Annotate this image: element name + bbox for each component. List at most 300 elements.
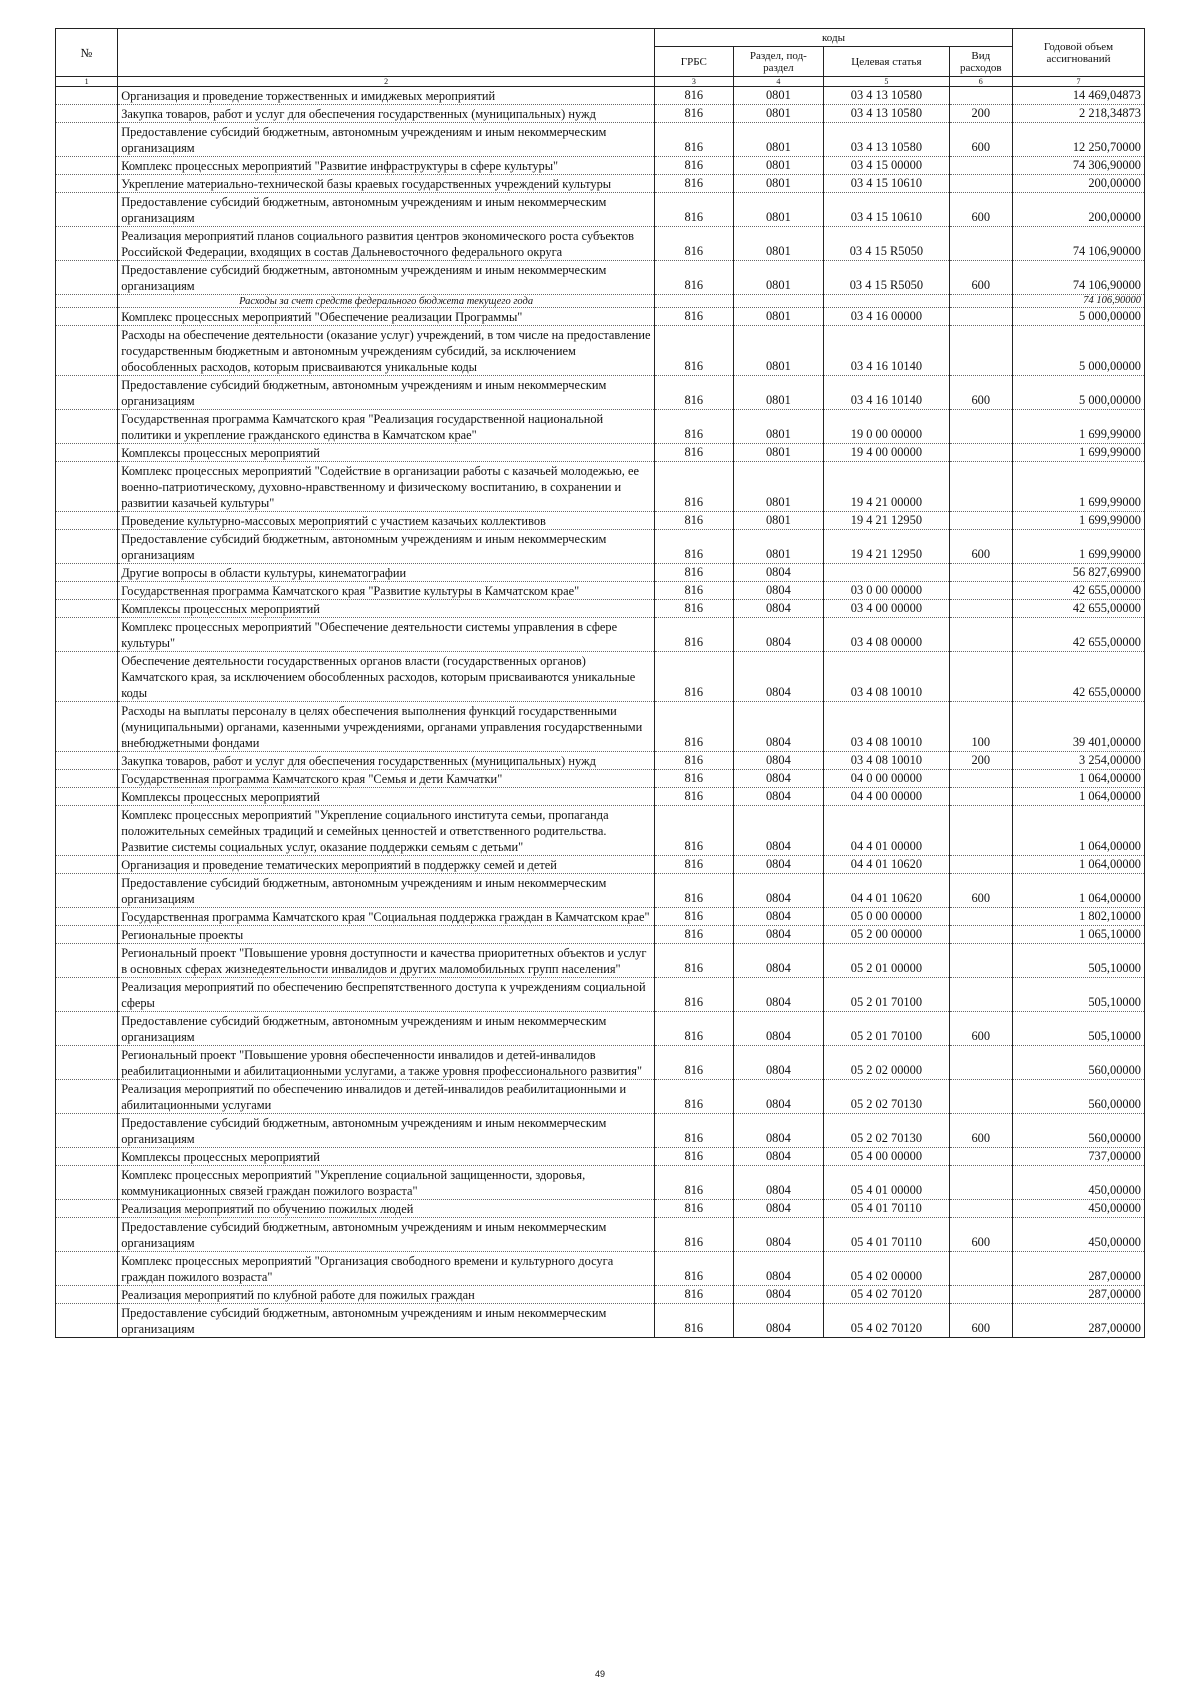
- row-section: 0804: [733, 618, 824, 652]
- table-row: [56, 227, 1145, 261]
- row-expense-type: [949, 856, 1012, 874]
- row-amount: 74 306,90000: [1012, 157, 1144, 175]
- table-row: [56, 770, 1145, 788]
- row-grbs: 816: [655, 157, 734, 175]
- row-expense-type: 100: [949, 702, 1012, 752]
- row-name: Предоставление субсидий бюджетным, автономным учреждениям и иным некоммерческим организациям: [118, 261, 655, 295]
- table-row: [56, 908, 1145, 926]
- row-number-cell: [56, 702, 118, 752]
- table-row: [56, 105, 1145, 123]
- col-number-1: 1: [56, 77, 118, 87]
- row-target-article: 03 4 16 10140: [824, 376, 949, 410]
- row-grbs: 816: [655, 530, 734, 564]
- row-section: 0804: [733, 652, 824, 702]
- row-grbs: 816: [655, 582, 734, 600]
- row-number-cell: [56, 618, 118, 652]
- row-grbs: 816: [655, 87, 734, 105]
- row-number-cell: [56, 157, 118, 175]
- row-amount: 1 064,00000: [1012, 788, 1144, 806]
- row-amount: 1 699,99000: [1012, 512, 1144, 530]
- budget-table-sheet: [55, 28, 1145, 1338]
- row-section: 0801: [733, 175, 824, 193]
- row-name: Реализация мероприятий по обучению пожилых людей: [118, 1200, 655, 1218]
- row-section: 0804: [733, 874, 824, 908]
- row-target-article: 03 4 08 10010: [824, 702, 949, 752]
- row-expense-type: [949, 978, 1012, 1012]
- row-amount: 560,00000: [1012, 1046, 1144, 1080]
- row-grbs: 816: [655, 462, 734, 512]
- row-expense-type: [949, 788, 1012, 806]
- table-row: [56, 1046, 1145, 1080]
- row-amount: 42 655,00000: [1012, 618, 1144, 652]
- row-amount: 450,00000: [1012, 1200, 1144, 1218]
- table-row: [56, 752, 1145, 770]
- row-target-article: 19 4 21 12950: [824, 530, 949, 564]
- row-section: 0801: [733, 376, 824, 410]
- row-grbs: 816: [655, 652, 734, 702]
- row-number-cell: [56, 564, 118, 582]
- row-grbs: 816: [655, 944, 734, 978]
- row-section: 0804: [733, 788, 824, 806]
- row-name: Комплекс процессных мероприятий "Содействие в организации работы с казачьей молодежью, ее военно-патриотическому, духовно-нравственному и физическому воспитанию, в сохранении и развитии казачьей культуры": [118, 462, 655, 512]
- row-amount: 505,10000: [1012, 1012, 1144, 1046]
- row-name: Комплекс процессных мероприятий "Обеспечение деятельности системы управления в сфере культуры": [118, 618, 655, 652]
- row-section: 0801: [733, 308, 824, 326]
- row-target-article: 05 2 01 70100: [824, 978, 949, 1012]
- row-amount: 1 064,00000: [1012, 856, 1144, 874]
- table-row: [56, 1252, 1145, 1286]
- row-number-cell: [56, 788, 118, 806]
- row-target-article: 04 4 01 10620: [824, 874, 949, 908]
- row-amount: 1 065,10000: [1012, 926, 1144, 944]
- col-number-6: 6: [949, 77, 1012, 87]
- budget-table: [55, 28, 1145, 1338]
- col-number-4: 4: [733, 77, 824, 87]
- header-grbs: ГРБС: [655, 47, 734, 77]
- table-row: [56, 123, 1145, 157]
- row-expense-type: [949, 1046, 1012, 1080]
- row-name: Предоставление субсидий бюджетным, автономным учреждениям и иным некоммерческим организациям: [118, 1304, 655, 1338]
- row-name: Государственная программа Камчатского края "Социальная поддержка граждан в Камчатском крае": [118, 908, 655, 926]
- row-grbs: 816: [655, 326, 734, 376]
- row-name: Расходы на обеспечение деятельности (оказание услуг) учреждений, в том числе на предоставление государственным бюджетным и автономным учреждениям субсидий, за исключением обособленных расходов, которым присваиваются уникальные коды: [118, 326, 655, 376]
- row-target-article: 05 4 00 00000: [824, 1148, 949, 1166]
- table-row: [56, 1148, 1145, 1166]
- row-expense-type: 600: [949, 1114, 1012, 1148]
- row-expense-type: 600: [949, 123, 1012, 157]
- row-grbs: 816: [655, 806, 734, 856]
- row-amount: 74 106,90000: [1012, 261, 1144, 295]
- row-amount: 56 827,69900: [1012, 564, 1144, 582]
- row-target-article: 05 2 01 70100: [824, 1012, 949, 1046]
- row-amount: 42 655,00000: [1012, 600, 1144, 618]
- row-grbs: 816: [655, 1166, 734, 1200]
- row-target-article: 03 4 15 R5050: [824, 227, 949, 261]
- row-grbs: 816: [655, 1080, 734, 1114]
- row-number-cell: [56, 908, 118, 926]
- row-grbs: 816: [655, 123, 734, 157]
- row-name: Закупка товаров, работ и услуг для обеспечения государственных (муниципальных) нужд: [118, 105, 655, 123]
- row-expense-type: [949, 1166, 1012, 1200]
- row-amount: 505,10000: [1012, 944, 1144, 978]
- row-target-article: 03 4 08 00000: [824, 618, 949, 652]
- row-name: Комплекс процессных мероприятий "Укрепление социального института семьи, пропаганда положительных семейных традиций и семейных ценностей и ответственного родительства. Развитие системы социальных услуг, оказание поддержки семьям с детьми": [118, 806, 655, 856]
- row-target-article: 05 2 02 70130: [824, 1080, 949, 1114]
- row-amount: 1 699,99000: [1012, 530, 1144, 564]
- table-row: [56, 944, 1145, 978]
- row-grbs: 816: [655, 788, 734, 806]
- row-name: Комплекс процессных мероприятий "Организация свободного времени и культурного досуга граждан пожилого возраста": [118, 1252, 655, 1286]
- row-number-cell: [56, 410, 118, 444]
- row-name: Комплекс процессных мероприятий "Укрепление социальной защищенности, здоровья, коммуникационных связей граждан пожилого возраста": [118, 1166, 655, 1200]
- row-grbs: 816: [655, 105, 734, 123]
- row-number-cell: [56, 376, 118, 410]
- row-name: Предоставление субсидий бюджетным, автономным учреждениям и иным некоммерческим организациям: [118, 376, 655, 410]
- table-row: [56, 308, 1145, 326]
- table-row: [56, 261, 1145, 295]
- row-expense-type: [949, 600, 1012, 618]
- header-expense-type: Вид расходов: [949, 47, 1012, 77]
- row-number-cell: [56, 1080, 118, 1114]
- row-name: Комплексы процессных мероприятий: [118, 1148, 655, 1166]
- row-target-article: 19 4 21 00000: [824, 462, 949, 512]
- row-target-article: 05 4 01 70110: [824, 1200, 949, 1218]
- row-number-cell: [56, 193, 118, 227]
- row-number-cell: [56, 1166, 118, 1200]
- row-number-cell: [56, 512, 118, 530]
- row-name: Предоставление субсидий бюджетным, автономным учреждениям и иным некоммерческим организациям: [118, 1114, 655, 1148]
- row-number-cell: [56, 1148, 118, 1166]
- table-row: [56, 1286, 1145, 1304]
- row-grbs: 816: [655, 618, 734, 652]
- row-amount: 1 064,00000: [1012, 874, 1144, 908]
- row-expense-type: [949, 1200, 1012, 1218]
- row-target-article: 05 4 01 70110: [824, 1218, 949, 1252]
- row-section: 0801: [733, 157, 824, 175]
- table-row: [56, 652, 1145, 702]
- row-grbs: 816: [655, 752, 734, 770]
- row-name: Государственная программа Камчатского края "Семья и дети Камчатки": [118, 770, 655, 788]
- row-amount: 5 000,00000: [1012, 308, 1144, 326]
- table-row: [56, 1166, 1145, 1200]
- row-name: Комплексы процессных мероприятий: [118, 444, 655, 462]
- row-amount: 14 469,04873: [1012, 87, 1144, 105]
- row-name: Региональные проекты: [118, 926, 655, 944]
- row-amount: 560,00000: [1012, 1114, 1144, 1148]
- row-section: 0804: [733, 806, 824, 856]
- row-amount: 200,00000: [1012, 193, 1144, 227]
- table-row: [56, 295, 1145, 308]
- row-target-article: 03 4 16 10140: [824, 326, 949, 376]
- row-name: Региональный проект "Повышение уровня обеспеченности инвалидов и детей-инвалидов реабилитационными и абилитационными услугами, а также уровня профессионального развития": [118, 1046, 655, 1080]
- row-grbs: 816: [655, 1304, 734, 1338]
- row-target-article: 05 4 01 00000: [824, 1166, 949, 1200]
- row-name: Комплексы процессных мероприятий: [118, 600, 655, 618]
- row-expense-type: [949, 652, 1012, 702]
- row-expense-type: [949, 926, 1012, 944]
- row-number-cell: [56, 600, 118, 618]
- table-row: [56, 1114, 1145, 1148]
- row-section: 0804: [733, 1252, 824, 1286]
- row-expense-type: [949, 444, 1012, 462]
- row-name: Организация и проведение торжественных и имиджевых мероприятий: [118, 87, 655, 105]
- row-number-cell: [56, 806, 118, 856]
- row-target-article: 03 0 00 00000: [824, 582, 949, 600]
- row-expense-type: [949, 944, 1012, 978]
- row-target-article: [824, 295, 949, 308]
- row-expense-type: [949, 1252, 1012, 1286]
- row-expense-type: [949, 1286, 1012, 1304]
- table-row: [56, 978, 1145, 1012]
- row-name: Реализация мероприятий по обеспечению инвалидов и детей-инвалидов реабилитационными и абилитационными услугами: [118, 1080, 655, 1114]
- row-expense-type: [949, 618, 1012, 652]
- row-target-article: 03 4 13 10580: [824, 123, 949, 157]
- row-expense-type: 600: [949, 1304, 1012, 1338]
- header-codes: коды: [655, 29, 1013, 47]
- row-grbs: 816: [655, 1218, 734, 1252]
- col-number-5: 5: [824, 77, 949, 87]
- row-amount: 737,00000: [1012, 1148, 1144, 1166]
- row-amount: 74 106,90000: [1012, 227, 1144, 261]
- row-section: 0801: [733, 87, 824, 105]
- row-amount: 2 218,34873: [1012, 105, 1144, 123]
- row-amount: 287,00000: [1012, 1286, 1144, 1304]
- row-target-article: 19 4 00 00000: [824, 444, 949, 462]
- table-row: [56, 806, 1145, 856]
- row-number-cell: [56, 87, 118, 105]
- table-row: [56, 856, 1145, 874]
- row-expense-type: [949, 410, 1012, 444]
- row-amount: 287,00000: [1012, 1252, 1144, 1286]
- table-row: [56, 564, 1145, 582]
- row-target-article: 04 4 00 00000: [824, 788, 949, 806]
- row-number-cell: [56, 944, 118, 978]
- row-target-article: 03 4 15 00000: [824, 157, 949, 175]
- row-grbs: [655, 295, 734, 308]
- row-name: Укрепление материально-технической базы краевых государственных учреждений культуры: [118, 175, 655, 193]
- row-amount: 42 655,00000: [1012, 582, 1144, 600]
- col-number-2: 2: [118, 77, 655, 87]
- row-expense-type: [949, 295, 1012, 308]
- row-section: 0801: [733, 105, 824, 123]
- row-grbs: 816: [655, 926, 734, 944]
- row-name: Предоставление субсидий бюджетным, автономным учреждениям и иным некоммерческим организациям: [118, 1012, 655, 1046]
- row-target-article: 04 0 00 00000: [824, 770, 949, 788]
- row-target-article: 03 4 00 00000: [824, 600, 949, 618]
- row-target-article: 05 4 02 70120: [824, 1286, 949, 1304]
- row-name: Расходы на выплаты персоналу в целях обеспечения выполнения функций государственными (муниципальными) органами, казенными учреждениями, органами управления государственными внебюджетными фондами: [118, 702, 655, 752]
- row-target-article: 05 2 02 70130: [824, 1114, 949, 1148]
- table-row: [56, 410, 1145, 444]
- table-row: [56, 530, 1145, 564]
- row-expense-type: [949, 1080, 1012, 1114]
- row-grbs: 816: [655, 1252, 734, 1286]
- row-name: Реализация мероприятий по клубной работе для пожилых граждан: [118, 1286, 655, 1304]
- table-row: [56, 618, 1145, 652]
- row-amount: 12 250,70000: [1012, 123, 1144, 157]
- row-section: 0801: [733, 462, 824, 512]
- header-name-blank: [118, 29, 655, 77]
- row-grbs: 816: [655, 874, 734, 908]
- row-amount: 1 802,10000: [1012, 908, 1144, 926]
- row-number-cell: [56, 105, 118, 123]
- row-name: Предоставление субсидий бюджетным, автономным учреждениям и иным некоммерческим организациям: [118, 1218, 655, 1252]
- row-number-cell: [56, 582, 118, 600]
- row-target-article: 05 2 00 00000: [824, 926, 949, 944]
- row-number-cell: [56, 1304, 118, 1338]
- table-row: [56, 326, 1145, 376]
- row-amount: 505,10000: [1012, 978, 1144, 1012]
- row-name: Комплекс процессных мероприятий "Развитие инфраструктуры в сфере культуры": [118, 157, 655, 175]
- row-amount: 39 401,00000: [1012, 702, 1144, 752]
- row-expense-type: [949, 770, 1012, 788]
- row-amount: 5 000,00000: [1012, 326, 1144, 376]
- row-amount: 450,00000: [1012, 1218, 1144, 1252]
- row-expense-type: 200: [949, 105, 1012, 123]
- row-name: Проведение культурно-массовых мероприятий с участием казачьих коллективов: [118, 512, 655, 530]
- row-section: 0804: [733, 926, 824, 944]
- row-grbs: 816: [655, 1148, 734, 1166]
- row-target-article: 19 4 21 12950: [824, 512, 949, 530]
- row-grbs: 816: [655, 410, 734, 444]
- row-expense-type: [949, 326, 1012, 376]
- row-number-cell: [56, 1252, 118, 1286]
- page-number: 49: [594, 1669, 605, 1679]
- table-row: [56, 87, 1145, 105]
- row-grbs: 816: [655, 564, 734, 582]
- row-section: 0804: [733, 1166, 824, 1200]
- row-number-cell: [56, 1114, 118, 1148]
- row-amount: 74 106,90000: [1012, 295, 1144, 308]
- table-row: [56, 193, 1145, 227]
- header-annual-volume: Годовой объем ассигнований: [1012, 29, 1144, 77]
- table-row: [56, 788, 1145, 806]
- row-grbs: 816: [655, 770, 734, 788]
- row-expense-type: 600: [949, 193, 1012, 227]
- header-section: Раздел, под-раздел: [733, 47, 824, 77]
- table-row: [56, 702, 1145, 752]
- row-grbs: 816: [655, 376, 734, 410]
- row-expense-type: [949, 1148, 1012, 1166]
- row-expense-type: [949, 582, 1012, 600]
- row-section: 0804: [733, 1080, 824, 1114]
- row-number-cell: [56, 1200, 118, 1218]
- col-number-7: 7: [1012, 77, 1144, 87]
- table-row: [56, 1218, 1145, 1252]
- row-target-article: 03 4 13 10580: [824, 87, 949, 105]
- table-row: [56, 926, 1145, 944]
- table-row: [56, 444, 1145, 462]
- row-grbs: 816: [655, 261, 734, 295]
- row-name: Региональный проект "Повышение уровня доступности и качества приоритетных объектов и услуг в основных сферах жизнедеятельности инвалидов и других маломобильных групп населения": [118, 944, 655, 978]
- row-amount: 287,00000: [1012, 1304, 1144, 1338]
- row-expense-type: [949, 806, 1012, 856]
- row-section: 0804: [733, 1148, 824, 1166]
- row-section: 0801: [733, 261, 824, 295]
- row-section: 0804: [733, 1286, 824, 1304]
- table-row: [56, 462, 1145, 512]
- table-row: [56, 1080, 1145, 1114]
- row-number-cell: [56, 1218, 118, 1252]
- row-amount: 42 655,00000: [1012, 652, 1144, 702]
- row-grbs: 816: [655, 702, 734, 752]
- row-number-cell: [56, 1046, 118, 1080]
- row-expense-type: [949, 87, 1012, 105]
- row-section: 0801: [733, 410, 824, 444]
- row-section: 0804: [733, 944, 824, 978]
- row-target-article: 03 4 15 R5050: [824, 261, 949, 295]
- row-grbs: 816: [655, 175, 734, 193]
- row-section: 0804: [733, 600, 824, 618]
- row-number-cell: [56, 295, 118, 308]
- row-section: 0804: [733, 1304, 824, 1338]
- row-grbs: 816: [655, 1200, 734, 1218]
- row-amount: 5 000,00000: [1012, 376, 1144, 410]
- row-name: Комплекс процессных мероприятий "Обеспечение реализации Программы": [118, 308, 655, 326]
- row-grbs: 816: [655, 1012, 734, 1046]
- row-section: 0804: [733, 856, 824, 874]
- row-grbs: 816: [655, 1114, 734, 1148]
- row-number-cell: [56, 752, 118, 770]
- row-expense-type: [949, 908, 1012, 926]
- row-grbs: 816: [655, 444, 734, 462]
- table-row: [56, 600, 1145, 618]
- row-grbs: 816: [655, 227, 734, 261]
- row-section: 0804: [733, 1218, 824, 1252]
- row-section: 0801: [733, 123, 824, 157]
- row-section: 0801: [733, 530, 824, 564]
- row-number-cell: [56, 926, 118, 944]
- row-section: 0804: [733, 582, 824, 600]
- row-amount: 1 064,00000: [1012, 770, 1144, 788]
- row-section: 0801: [733, 512, 824, 530]
- row-grbs: 816: [655, 1046, 734, 1080]
- row-target-article: [824, 564, 949, 582]
- row-number-cell: [56, 175, 118, 193]
- row-expense-type: [949, 157, 1012, 175]
- row-expense-type: [949, 512, 1012, 530]
- row-name: Организация и проведение тематических мероприятий в поддержку семей и детей: [118, 856, 655, 874]
- row-number-cell: [56, 308, 118, 326]
- table-row: [56, 376, 1145, 410]
- row-expense-type: 600: [949, 261, 1012, 295]
- row-number-cell: [56, 1286, 118, 1304]
- row-section: 0804: [733, 1114, 824, 1148]
- row-amount: 450,00000: [1012, 1166, 1144, 1200]
- row-section: 0801: [733, 227, 824, 261]
- row-section: 0804: [733, 770, 824, 788]
- row-amount: 1 064,00000: [1012, 806, 1144, 856]
- row-section: 0804: [733, 752, 824, 770]
- row-section: 0804: [733, 1200, 824, 1218]
- row-amount: 3 254,00000: [1012, 752, 1144, 770]
- row-number-cell: [56, 261, 118, 295]
- row-number-cell: [56, 770, 118, 788]
- row-number-cell: [56, 652, 118, 702]
- row-target-article: 04 4 01 00000: [824, 806, 949, 856]
- table-row: [56, 1304, 1145, 1338]
- row-number-cell: [56, 326, 118, 376]
- row-target-article: 03 4 08 10010: [824, 752, 949, 770]
- row-target-article: 19 0 00 00000: [824, 410, 949, 444]
- row-amount: 1 699,99000: [1012, 462, 1144, 512]
- row-grbs: 816: [655, 308, 734, 326]
- row-amount: 1 699,99000: [1012, 444, 1144, 462]
- row-name: Другие вопросы в области культуры, кинематографии: [118, 564, 655, 582]
- row-number-cell: [56, 874, 118, 908]
- table-row: [56, 512, 1145, 530]
- row-name: Предоставление субсидий бюджетным, автономным учреждениям и иным некоммерческим организациям: [118, 874, 655, 908]
